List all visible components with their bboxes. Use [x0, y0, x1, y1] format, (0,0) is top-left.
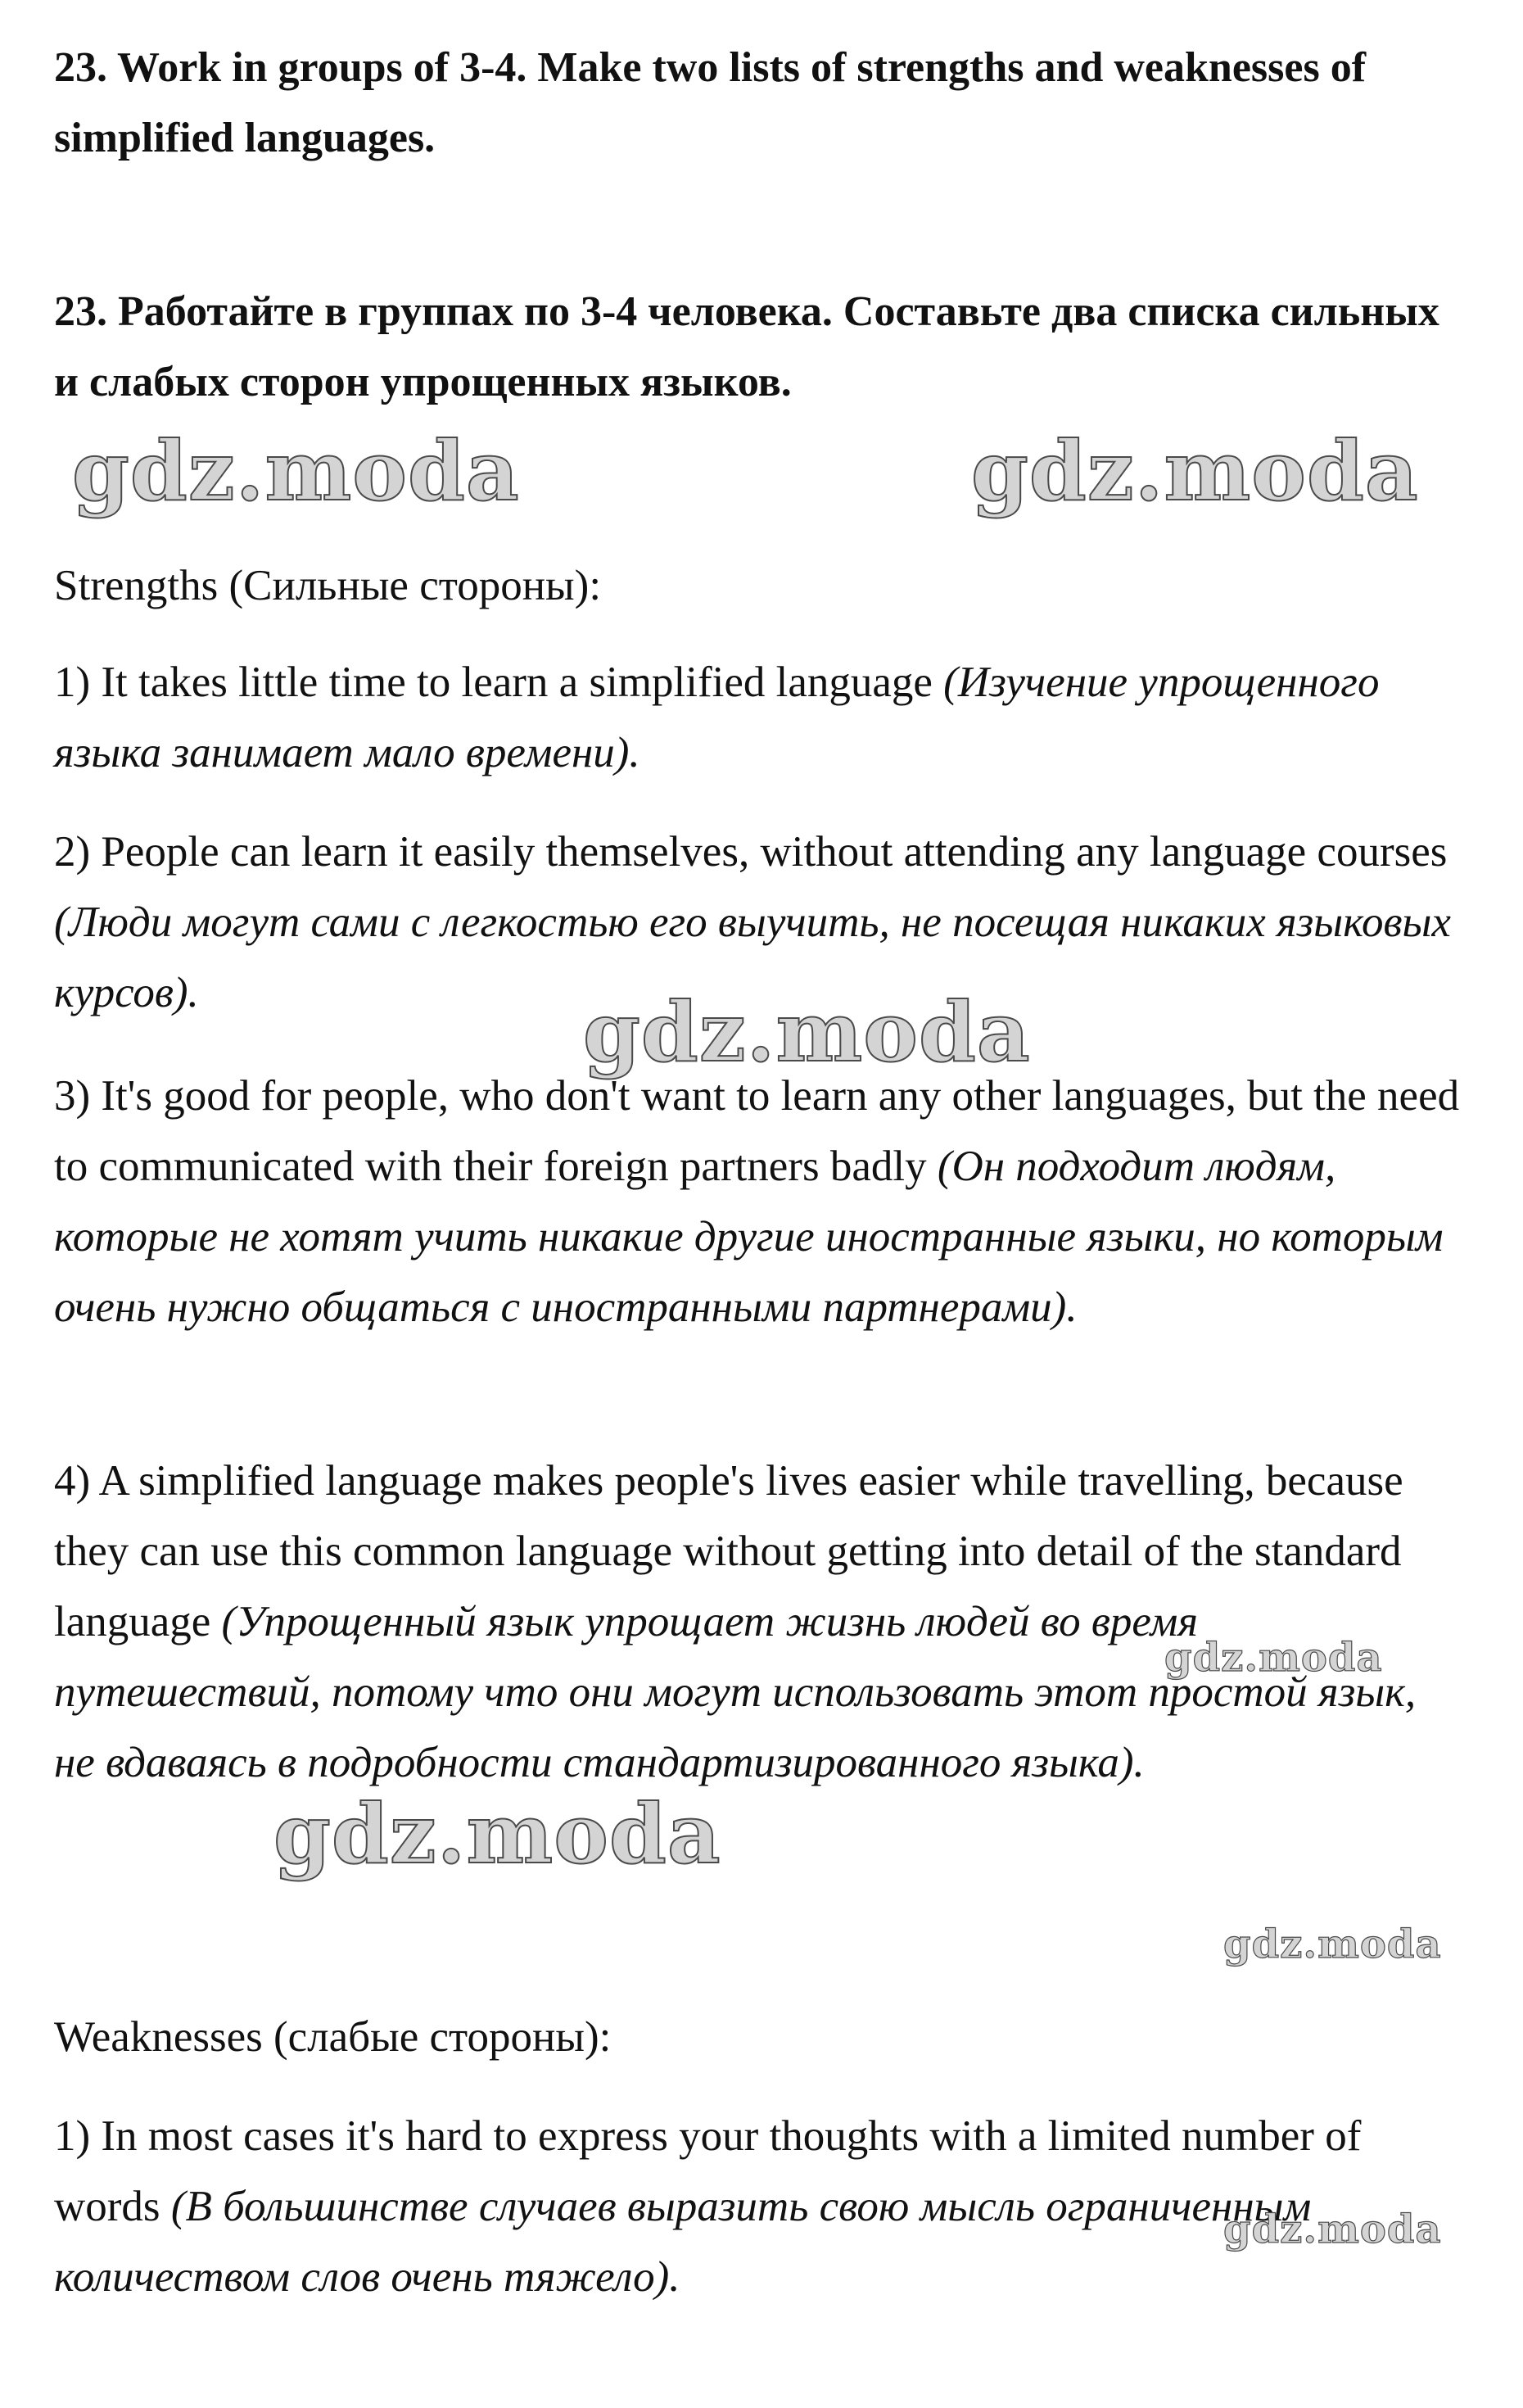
watermark: gdz.moda [583, 984, 1031, 1080]
strength-item-1-russian: (Изучение упрощенного языка занимает мало времени). [54, 659, 1380, 776]
weakness-item-1 [54, 2101, 1462, 2312]
strength-item-2 [54, 817, 1462, 1028]
strength-item-4 [54, 1446, 1462, 1798]
strength-item-3 [54, 1061, 1462, 1342]
watermark: gdz.moda [72, 423, 520, 519]
strength-item-4-russian: (Упрощенный язык упрощает жизнь людей во время путешествий, потому что они могут использовать этот простой язык, не вдаваясь в подробности стандартизированного языка). [54, 1598, 1417, 1786]
watermark: gdz.moda [971, 423, 1419, 519]
strength-item-1-english: 1) It takes little time to learn a simplified language [54, 659, 933, 706]
weaknesses-heading: Weaknesses (слабые стороны): [54, 2013, 612, 2061]
weakness-item-1-russian: (В большинстве случаев выразить свою мысль ограниченным количеством слов очень тяжело). [54, 2183, 1312, 2301]
task-heading-english: 23. Work in groups of 3-4. Make two lists of strengths and weaknesses of simplified languages. [54, 44, 1367, 161]
watermark: gdz.moda [1223, 2207, 1442, 2252]
strength-item-3-russian: (Он подходит людям, которые не хотят учить никакие другие иностранные языки, но которым очень нужно общаться с иностранными партнерами). [54, 1143, 1444, 1331]
watermark: gdz.moda [1164, 1635, 1383, 1681]
strength-item-3-english: 3) It's good for people, who don't want to learn any other languages, but the need to communicated with their foreign partners badly [54, 1072, 1460, 1190]
strength-item-1 [54, 647, 1462, 788]
weakness-item-1-english: 1) In most cases it's hard to express your thoughts with a limited number of words [54, 2112, 1362, 2230]
watermark: gdz.moda [1223, 1921, 1442, 1967]
watermark: gdz.moda [273, 1786, 721, 1882]
strength-item-2-russian: (Люди могут сами с легкостью его выучить, не посещая никаких языковых курсов). [54, 898, 1451, 1016]
strengths-heading: Strengths (Сильные стороны): [54, 562, 602, 609]
strength-item-4-english: 4) A simplified language makes people's lives easier while travelling, because they can use this common language without getting into detail of the standard language [54, 1457, 1403, 1645]
task-heading-russian: 23. Работайте в группах по 3-4 человека. Составьте два списка сильных и слабых сторон упрощенных языков. [54, 288, 1439, 405]
strength-item-2-english: 2) People can learn it easily themselves, without attending any language courses [54, 828, 1448, 876]
